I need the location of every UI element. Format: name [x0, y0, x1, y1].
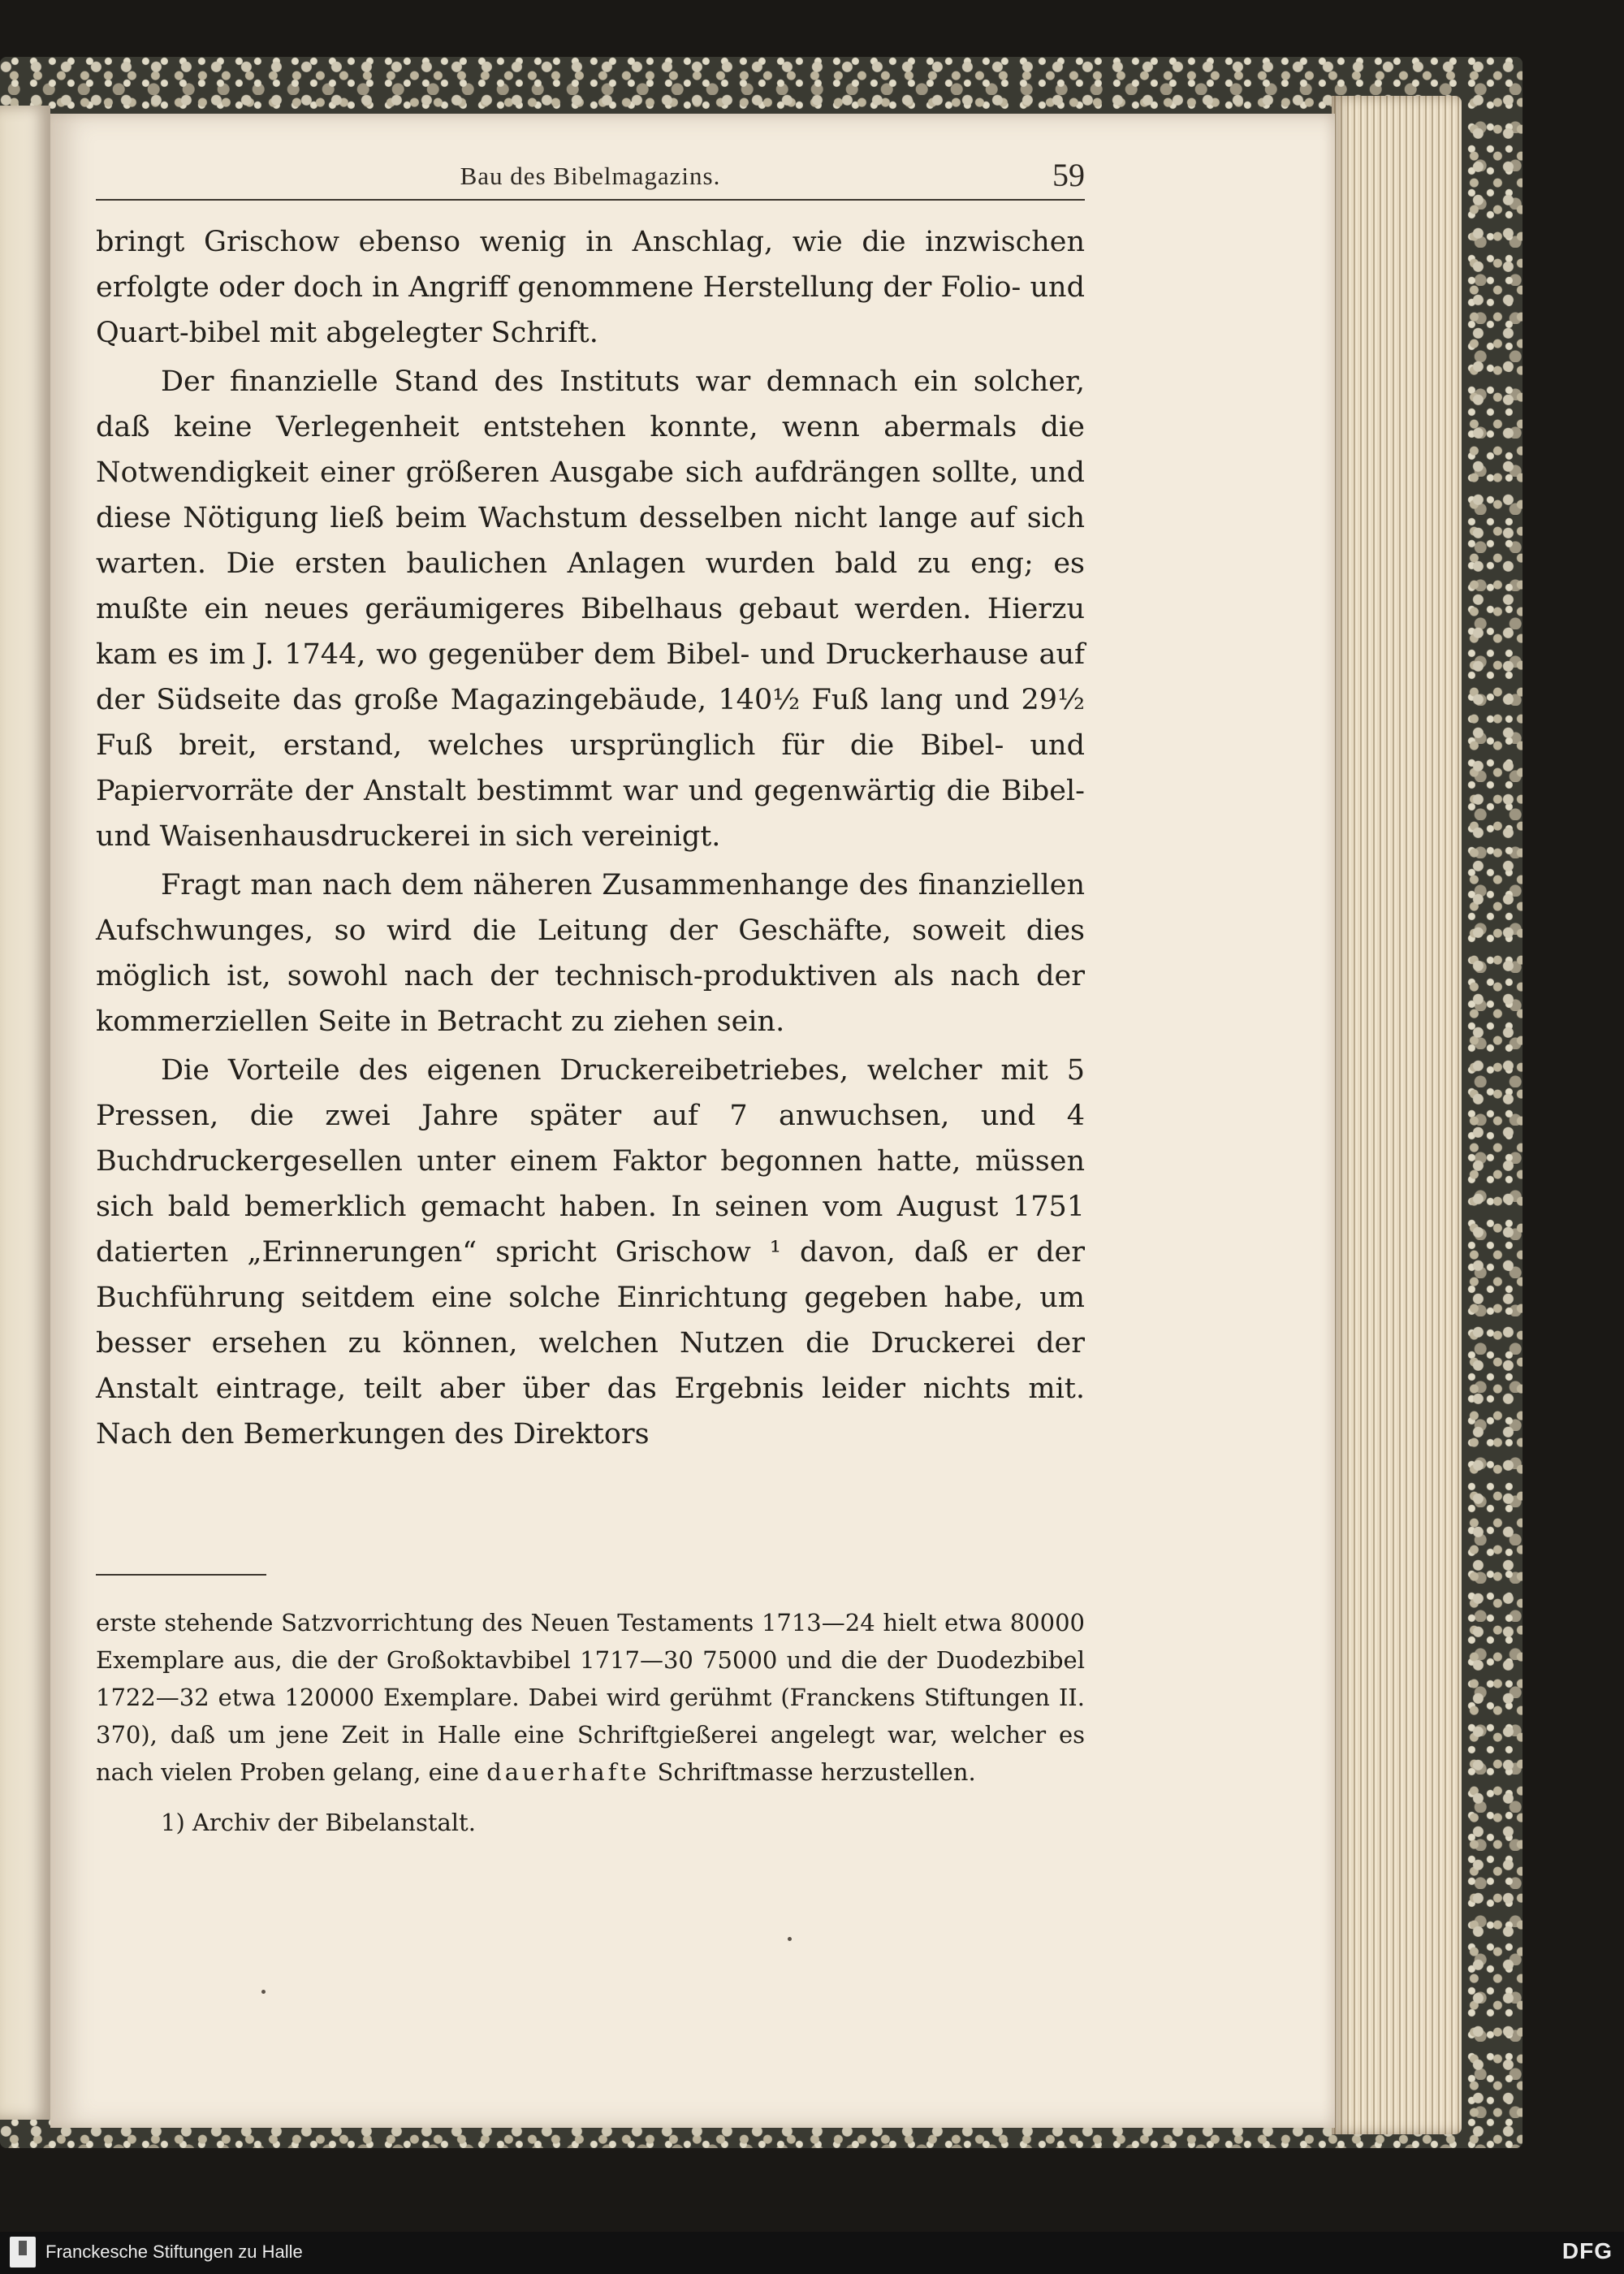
footnote-1: 1) Archiv der Bibelanstalt. — [161, 1809, 476, 1836]
footnote-spaced-word: dauerhafte — [486, 1758, 650, 1786]
paragraph-2: Der finanzielle Stand des Instituts war demnach ein solcher, daß keine Verlegenheit entstehen konnte, wenn abermals die Notwendigkeit einer größeren Ausgabe sich aufdrängen sollte, und diese Nötigung ließ beim Wachstum desselben nicht lange auf sich warten. Die ersten baulichen Anlagen wurden bald zu eng; es mußte ein neues geräumigeres Bibelhaus gebaut werden. Hierzu kam es im J. 1744, wo gegenüber dem Bibel- und Druckerhause auf der Südseite das große Magazingebäude, 140½ Fuß lang und 29½ Fuß breit, erstand, welches ursprünglich für die Bibel- und Papiervorräte der Anstalt bestimmt war und gegenwärtig die Bibel- und Waisenhausdruckerei in sich vereinigt. — [96, 365, 1085, 853]
institution-logo-icon — [10, 2237, 36, 2268]
main-text — [96, 219, 1085, 1457]
paper-speck — [261, 1990, 266, 1994]
footnote-rule — [96, 1574, 266, 1576]
paragraph-4: Die Vorteile des eigenen Druckereibetriebes, welcher mit 5 Pressen, die zwei Jahre später auf 7 anwuchsen, und 4 Buchdruckergesellen unter einem Faktor begonnen hatte, müssen sich bald bemerklich gemacht haben. In seinen vom August 1751 datierten „Erinnerungen“ spricht Grischow ¹ davon, daß er der Buchführung seitdem eine solche Einrichtung gegeben habe, um besser ersehen zu können, welchen Nutzen die Druckerei der Anstalt eintrage, teilt aber über das Ergebnis leider nichts mit. Nach den Bemerkungen des Direktors — [96, 1054, 1085, 1450]
paragraph-3: Fragt man nach dem näheren Zusammenhange des finanziellen Aufschwunges, so wird die Leitung der Geschäfte, soweit dies möglich ist, sowohl nach der technisch-produktiven als nach der kommerziellen Seite in Betracht zu ziehen sein. — [96, 869, 1085, 1038]
previous-page-edge — [0, 106, 50, 2120]
footer-bar — [0, 2232, 1624, 2274]
page-edges — [1332, 96, 1462, 2134]
paper-speck — [788, 1937, 792, 1941]
running-head: Bau des Bibelmagazins. — [460, 162, 721, 190]
footnote-continuation — [96, 1604, 1085, 1791]
paragraph-1: bringt Grischow ebenso wenig in Anschlag, wie die inzwischen erfolgte oder doch in Angriff genommene Herstellung der Folio- und Quart-bibel mit abgelegter Schrift. — [96, 226, 1085, 349]
footnote-text-a: erste stehende Satzvorrichtung des Neuen Testaments 1713—24 hielt etwa 80000 Exemplare aus, die der Großoktavbibel 1717—30 75000 und die der Duodezbibel 1722—32 etwa 120000 Exemplare. Dabei wird gerühmt (Franckens Stiftungen II. 370), daß um jene Zeit in Halle eine Schriftgießerei angelegt war, welcher es nach vielen Proben gelang, eine — [96, 1609, 1085, 1786]
page-header — [96, 158, 1085, 201]
institution-credit: Franckesche Stiftungen zu Halle — [45, 2242, 303, 2262]
footnote-text-b: Schriftmasse herzustellen. — [650, 1758, 976, 1786]
dfg-logo: DFG — [1561, 2238, 1613, 2263]
footnotes — [96, 1604, 1085, 1841]
page-number: 59 — [1052, 157, 1085, 193]
